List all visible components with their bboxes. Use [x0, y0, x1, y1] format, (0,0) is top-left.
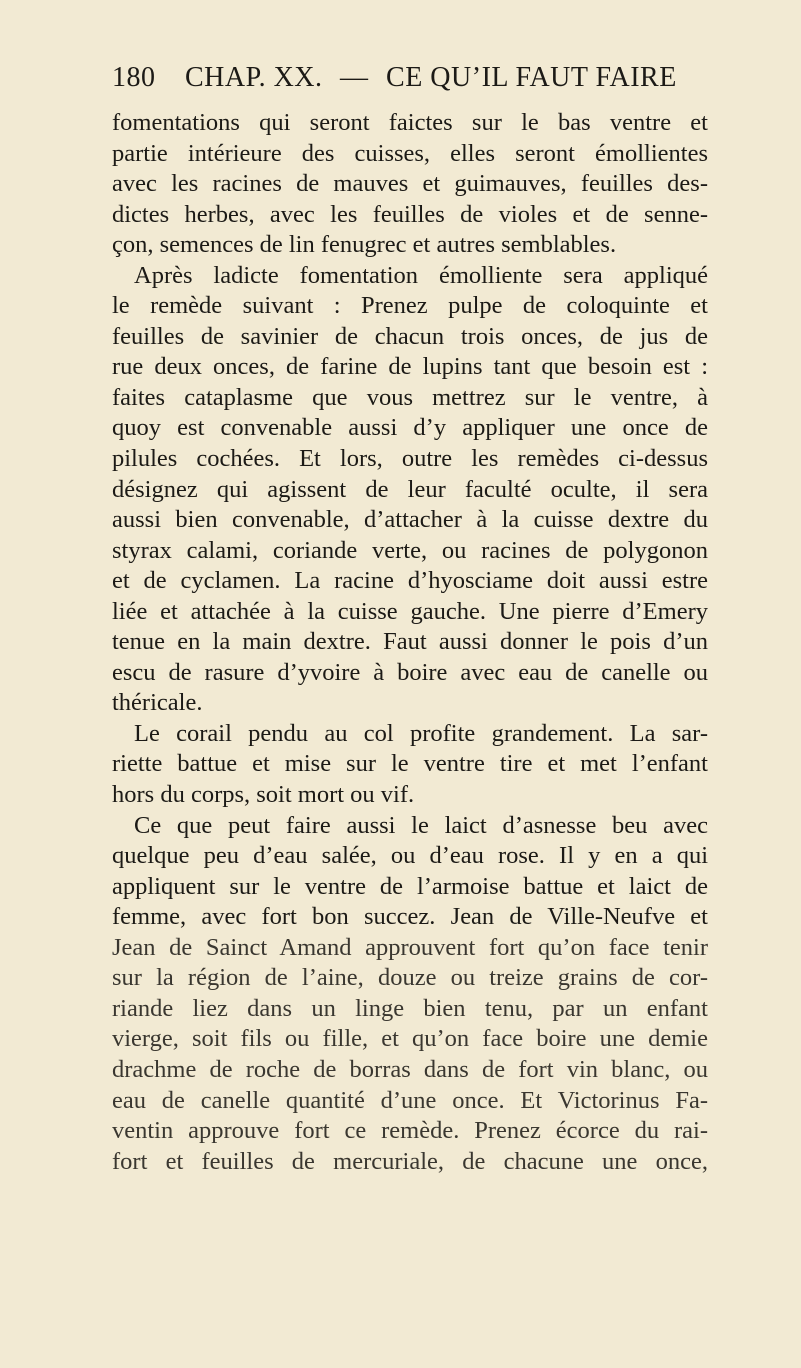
- text-line: Jean de Sainct Amand approuvent fort qu’on face tenir: [112, 933, 708, 961]
- header-dash: —: [340, 62, 369, 93]
- text-line: quelque peu d’eau salée, ou d’eau rose. Il y en a qui: [112, 842, 708, 870]
- text-line: désignez qui agissent de leur faculté oculte, il sera: [112, 475, 708, 503]
- text-line: rue deux onces, de farine de lupins tant que besoin est :: [112, 353, 708, 381]
- text-line: ventin approuve fort ce remède. Prenez écorce du rai-: [112, 1117, 708, 1145]
- chapter-label: CHAP. XX.: [185, 62, 323, 93]
- body-text: [112, 108, 708, 1177]
- text-line: aussi bien convenable, d’attacher à la cuisse dextre du: [112, 506, 708, 534]
- text-line: escu de rasure d’yvoire à boire avec eau de canelle ou: [112, 658, 708, 686]
- chapter-title: CE QU’IL FAUT FAIRE: [386, 62, 677, 93]
- text-line: le remède suivant : Prenez pulpe de coloquinte et: [112, 292, 708, 320]
- text-line: Ce que peut faire aussi le laict d’asnesse beu avec: [134, 811, 708, 839]
- text-line: tenue en la main dextre. Faut aussi donner le pois d’un: [112, 628, 708, 656]
- text-line: avec les racines de mauves et guimauves, feuilles des-: [112, 170, 708, 198]
- text-line: riande liez dans un linge bien tenu, par un enfant: [112, 994, 708, 1022]
- text-line: styrax calami, coriande verte, ou racines de polygonon: [112, 536, 708, 564]
- text-line: pilules cochées. Et lors, outre les remèdes ci-dessus: [112, 445, 708, 473]
- text-line: théricale.: [112, 689, 203, 717]
- text-line: femme, avec fort bon succez. Jean de Ville-Neufve et: [112, 903, 708, 931]
- text-line: dictes herbes, avec les feuilles de violes et de senne-: [112, 200, 708, 228]
- page-number: 180: [112, 62, 156, 93]
- text-line: Après ladicte fomentation émolliente sera appliqué: [134, 261, 708, 289]
- text-line: riette battue et mise sur le ventre tire et met l’enfant: [112, 750, 708, 778]
- text-line: feuilles de savinier de chacun trois onces, de jus de: [112, 322, 708, 350]
- text-line: quoy est convenable aussi d’y appliquer une once de: [112, 414, 708, 442]
- text-line: et de cyclamen. La racine d’hyosciame doit aussi estre: [112, 567, 708, 595]
- text-line: liée et attachée à la cuisse gauche. Une pierre d’Emery: [112, 597, 708, 625]
- text-line: hors du corps, soit mort ou vif.: [112, 781, 415, 809]
- text-line: sur la région de l’aine, douze ou treize grains de cor-: [112, 964, 708, 992]
- text-line: Le corail pendu au col profite grandement. La sar-: [134, 719, 708, 747]
- text-line: çon, semences de lin fenugrec et autres semblables.: [112, 231, 617, 259]
- text-line: faites cataplasme que vous mettrez sur le ventre, à: [112, 383, 708, 411]
- text-line: partie intérieure des cuisses, elles seront émollientes: [112, 139, 708, 167]
- text-line: fomentations qui seront faictes sur le bas ventre et: [112, 109, 708, 136]
- text-line: fort et feuilles de mercuriale, de chacune une once,: [112, 1147, 708, 1175]
- text-line: drachme de roche de borras dans de fort vin blanc, ou: [112, 1055, 708, 1083]
- text-line: eau de canelle quantité d’une once. Et Victorinus Fa-: [112, 1086, 708, 1114]
- text-line: vierge, soit fils ou fille, et qu’on face boire une demie: [112, 1025, 708, 1053]
- text-line: appliquent sur le ventre de l’armoise battue et laict de: [112, 872, 708, 900]
- running-head: [112, 62, 732, 96]
